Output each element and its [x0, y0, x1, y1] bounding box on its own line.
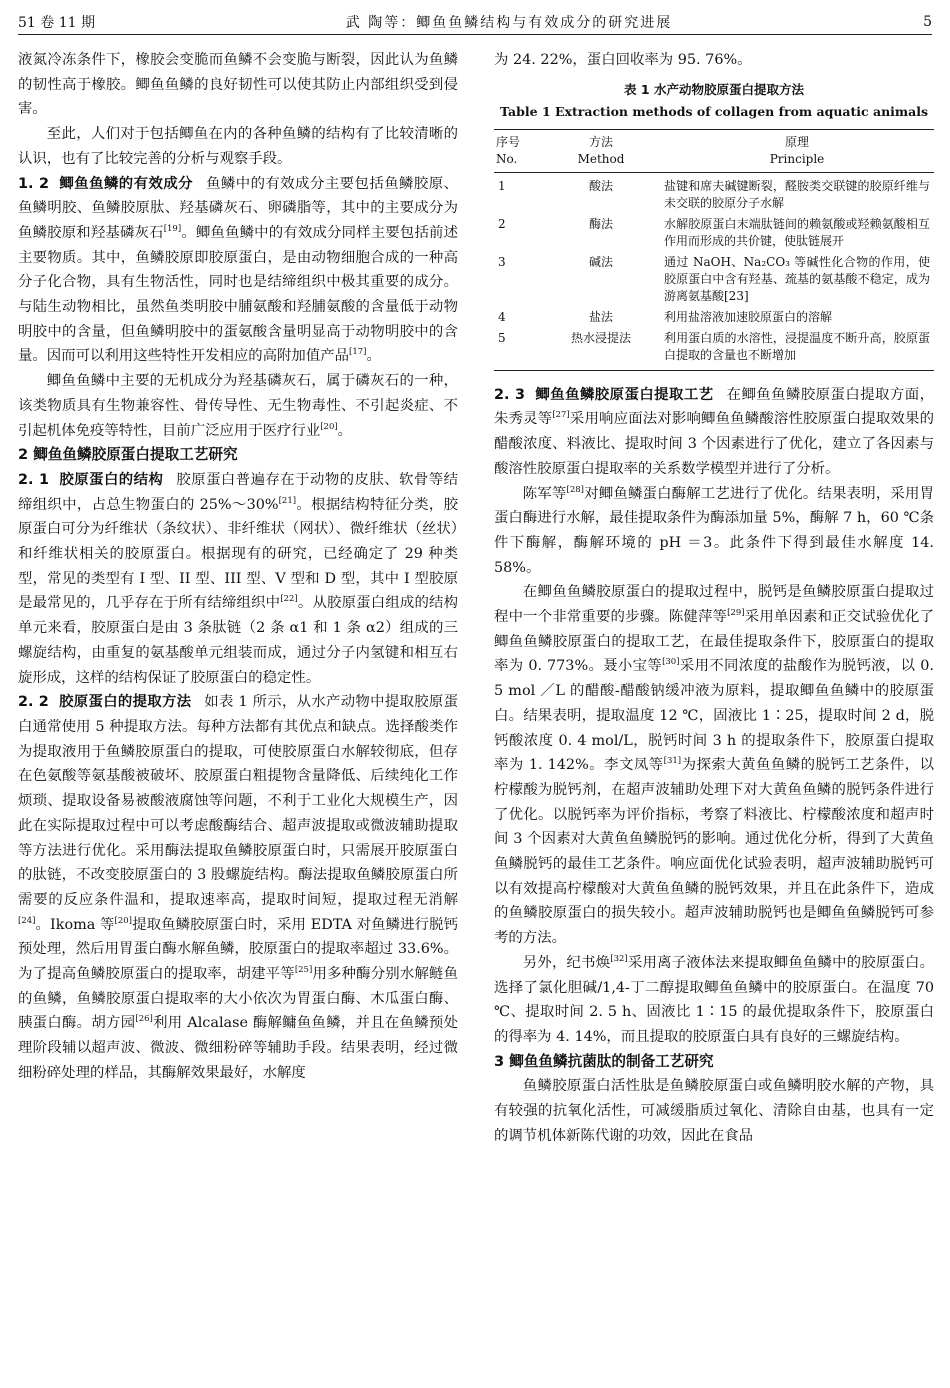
table-caption-cn: 表 1 水产动物胶原蛋白提取方法: [624, 81, 804, 97]
table-row: 1 酸法 盐键和席夫碱键断裂，醛胺类交联键的胶原纤维与未交联的胶原分子水解: [498, 178, 930, 210]
paragraph: 鲫鱼鱼鳞中主要的无机成分为羟基磷灰石，属于磷灰石的一种，该类物质具有生物兼容性、骨传导性、无生物毒性、不引起炎症、不引起机体免疫等特性，目前广泛应用于医疗行业[20]。: [18, 373, 458, 439]
table-row: 3 碱法 通过 NaOH、Na₂CO₃ 等碱性化合物的作用，使胶原蛋白中含有羟基、巯基的氨基酸不稳定，成为游离氨基酸[23]: [498, 254, 930, 303]
citation: [24]: [18, 915, 36, 926]
subsection-heading: 2. 3 鲫鱼鱼鳞胶原蛋白提取工艺: [494, 386, 714, 403]
citation: [28]: [566, 484, 584, 495]
table-row: 2 酶法 水解胶原蛋白末端肽链间的赖氨酸或羟赖氨酸相互作用而形成的共价键，使肽链展开: [498, 216, 930, 248]
subsection-heading: 2. 1 胶原蛋白的结构: [18, 471, 164, 488]
col-header-principle: 原理 Principle: [660, 129, 934, 172]
paragraph: 为 24. 22%，蛋白回收率为 95. 76%。: [494, 52, 752, 68]
page-number: 5: [923, 14, 932, 30]
citation: [30]: [662, 657, 680, 668]
section-2-3: 2. 3 鲫鱼鱼鳞胶原蛋白提取工艺 在鲫鱼鱼鳞胶原蛋白提取方面，朱秀灵等[27]采用响应面法对影响鲫鱼鱼鳞酸溶性胶原蛋白提取效果的醋酸浓度、料液比、提取时间 3 个因素进行了优化，建立了各因素与酸溶性胶原蛋白提取率的关系数学模型并进行了分析。: [494, 386, 934, 477]
col-header-no: 序号 No.: [494, 129, 542, 172]
citation: [25]: [294, 965, 313, 976]
paragraph: 在鲫鱼鱼鳞胶原蛋白的提取过程中，脱钙是鱼鳞胶原蛋白提取过程中一个非常重要的步骤。陈健萍等[29]采用单因素和正交试验优化了鲫鱼鱼鳞胶原蛋白的提取工艺，在最佳提取条件下，胶原蛋白的提取率为 0. 773%。聂小宝等[30]采用不同浓度的盐酸作为脱钙液，以 0. 5 mol ／L 的醋酸-醋酸钠缓冲液为原料，提取鲫鱼鱼鳞中的胶原蛋白。结果表明，提取温度 12 ℃，固液比 1∶25，提取时间 2 d，脱钙酸浓度 0. 4 mol/L，脱钙时间 3 h 的提取条件下，胶原蛋白提取率为 1. 142%。李文凤等[31]为探索大黄鱼鱼鳞的脱钙工艺条件，以柠檬酸为脱钙剂，在超声波辅助处理下对大黄鱼鱼鳞的脱钙条件进行了优化。以脱钙率为评价指标，考察了料液比、柠檬酸浓度和超声时间 3 个因素对大黄鱼鱼鳞脱钙的影响。通过优化分析，得到了大黄鱼鱼鳞脱钙的最佳工艺条件。响应面优化试验表明，超声波辅助脱钙可以有效提高柠檬酸对大黄鱼鱼鳞的脱钙效果，并且在此条件下，造成的鱼鳞胶原蛋白的损失较小。超声波辅助脱钙也是鲫鱼鱼鳞脱钙可参考的方法。: [494, 584, 934, 947]
paragraph: 液氮冷冻条件下，橡胶会变脆而鱼鳞不会变脆与断裂，因此认为鱼鳞的韧性高于橡胶。鲫鱼鱼鳞的良好韧性可以使其防止内部组织受到侵害。: [18, 52, 458, 118]
table-row: 5 热水浸提法 利用蛋白质的水溶性，浸提温度不断升高，胶原蛋白提取的含量也不断增加: [498, 330, 930, 362]
section-2-1: 2. 1 胶原蛋白的结构 胶原蛋白普遍存在于动物的皮肤、软骨等结缔组织中，占总生物蛋白的 25%～30%[21]。根据结构特征分类，胶原蛋白可分为纤维状（条纹状）、非纤维状（网状）、微纤维状（丝状）和纤维状相关的胶原蛋白。根据现有的研究，已经确定了 29 种类型，常见的类型有 I 型、II 型、III 型、V 型和 D 型，其中 I 型胶原是最常见的，几乎存在于所有结缔组织中[22]。从胶原蛋白组成的结构单元来看，胶原蛋白是由 3 条肽链（2 条 α1 和 1 条 α2）组成的三螺旋结构，由重复的氨基酸单元组装而成，通过分子内氢键和相互右旋形成，这样的结构保证了胶原蛋白的稳定性。: [18, 471, 458, 686]
subsection-heading: 2. 2 胶原蛋白的提取方法: [18, 694, 192, 711]
extraction-methods-table: [494, 129, 934, 371]
citation: [17]: [349, 347, 367, 358]
paragraph: 鱼鳞胶原蛋白活性肽是鱼鳞胶原蛋白或鱼鳞明胶水解的产物，具有较强的抗氧化活性，可减缓脂质过氧化、清除自由基，也具有一定的调节机体新陈代谢的功效，因此在食品: [494, 1078, 934, 1144]
citation: [29]: [727, 608, 745, 619]
citation: [20]: [114, 915, 132, 926]
citation: [32]: [610, 954, 628, 965]
paragraph: 另外，纪书焕[32]采用离子液体法来提取鲫鱼鱼鳞中的胶原蛋白。选择了氯化胆碱/1,4-丁二醇提取鲫鱼鱼鳞中的胶原蛋白。在温度 70 ℃、提取时间 2. 5 h、固液比 1∶15 的最优提取条件下，胶原蛋白的得率为 4. 14%，而且提取的胶原蛋白具有良好的三螺旋结构。: [494, 954, 934, 1045]
volume-issue: 51 卷 11 期: [18, 15, 95, 31]
citation: [19]: [163, 224, 182, 235]
left-column: [18, 48, 458, 1086]
right-column: [494, 48, 934, 1149]
table-row: 4 盐法 利用盐溶液加速胶原蛋白的溶解: [498, 309, 833, 324]
citation: [21]: [278, 495, 297, 506]
col-header-method: 方法 Method: [542, 129, 660, 172]
table-caption-en: Table 1 Extraction methods of collagen from aquatic animals: [499, 103, 929, 119]
section-heading: 3 鲫鱼鱼鳞抗菌肽的制备工艺研究: [494, 1052, 714, 1070]
section-2-2: 2. 2 胶原蛋白的提取方法 如表 1 所示，从水产动物中提取胶原蛋白通常使用 5 种提取方法。每种方法都有其优点和缺点。选择酸类作为提取液用于鱼鳞胶原蛋白的提取，可使胶原蛋白水解较彻底，但存在色氨酸等氨基酸被破坏、胶原蛋白粗提物含量降低、后续纯化工作烦琐、提取设备易被酸液腐蚀等问题，不利于工业化大规模生产，因此在实际提取过程中可以考虑酸酶结合、超声波提取或微波辅助提取等方法进行优化。采用酶法提取鱼鳞胶原蛋白时，只需展开胶原蛋白的肽链，不改变胶原蛋白的 3 股螺旋结构。酶法提取鱼鳞胶原蛋白所需要的反应条件温和，提取速率高，提取时间短，提取过程无消解[24]。Ikoma 等[20]提取鱼鳞胶原蛋白时，采用 EDTA 对鱼鳞进行脱钙预处理，然后用胃蛋白酶水解鱼鳞，胶原蛋白的提取率超过 33.6%。为了提高鱼鳞胶原蛋白的提取率，胡建平等[25]用多种酶分别水解鲢鱼的鱼鳞，鱼鳞胶原蛋白提取率的大小依次为胃蛋白酶、木瓜蛋白酶、胰蛋白酶。胡方园[26]利用 Alcalase 酶解鳙鱼鱼鳞，并且在鱼鳞预处理阶段辅以超声波、微波、微细粉碎等辅助手段。结果表明，经过微细粉碎处理的样品，其酶解效果最好，水解度: [18, 694, 458, 1081]
section-1-2: 1. 2 鲫鱼鱼鳞的有效成分 鱼鳞中的有效成分主要包括鱼鳞胶原、鱼鳞明胶、鱼鳞胶原肽、羟基磷灰石、卵磷脂等，其中的主要成分为鱼鳞胶原和羟基磷灰石[19]。鲫鱼鱼鳞中的有效成分同样主要包括前述主要物质。其中，鱼鳞胶原即胶原蛋白，是由动物细胞合成的一种高分子化合物，具有生物活性，同时也是结缔组织中极其重要的成分。与陆生动物相比，虽然鱼类明胶中脯氨酸和羟脯氨酸的含量低于动物明胶中的含量，但鱼鳞明胶中的蛋氨酸含量明显高于动物明胶中的含量。因而可以利用这些特性开发相应的高附加值产品[17]。: [18, 175, 458, 365]
table-1: [494, 129, 934, 371]
running-header: [18, 10, 932, 35]
section-heading: 2 鲫鱼鱼鳞胶原蛋白提取工艺研究: [18, 446, 238, 464]
paragraph: 陈军等[28]对鲫鱼鳞蛋白酶解工艺进行了优化。结果表明，采用胃蛋白酶进行水解，最佳提取条件为酶添加量 5%，酶解 7 h，60 ℃条件下酶解，酶解环境的 pH ＝3。此条件下得到最佳水解度 14. 58%。: [494, 484, 934, 576]
running-title: 武 陶等：鲫鱼鱼鳞结构与有效成分的研究进展: [345, 15, 673, 31]
paragraph: 至此，人们对于包括鲫鱼在内的各种鱼鳞的结构有了比较清晰的认识，也有了比较完善的分析与观察手段。: [18, 126, 458, 167]
citation: [20]: [320, 421, 338, 432]
citation: [26]: [135, 1014, 153, 1025]
citation: [31]: [663, 756, 682, 767]
subsection-heading: 1. 2 鲫鱼鱼鳞的有效成分: [18, 175, 194, 192]
citation: [27]: [552, 410, 570, 421]
citation: [22]: [280, 594, 298, 605]
